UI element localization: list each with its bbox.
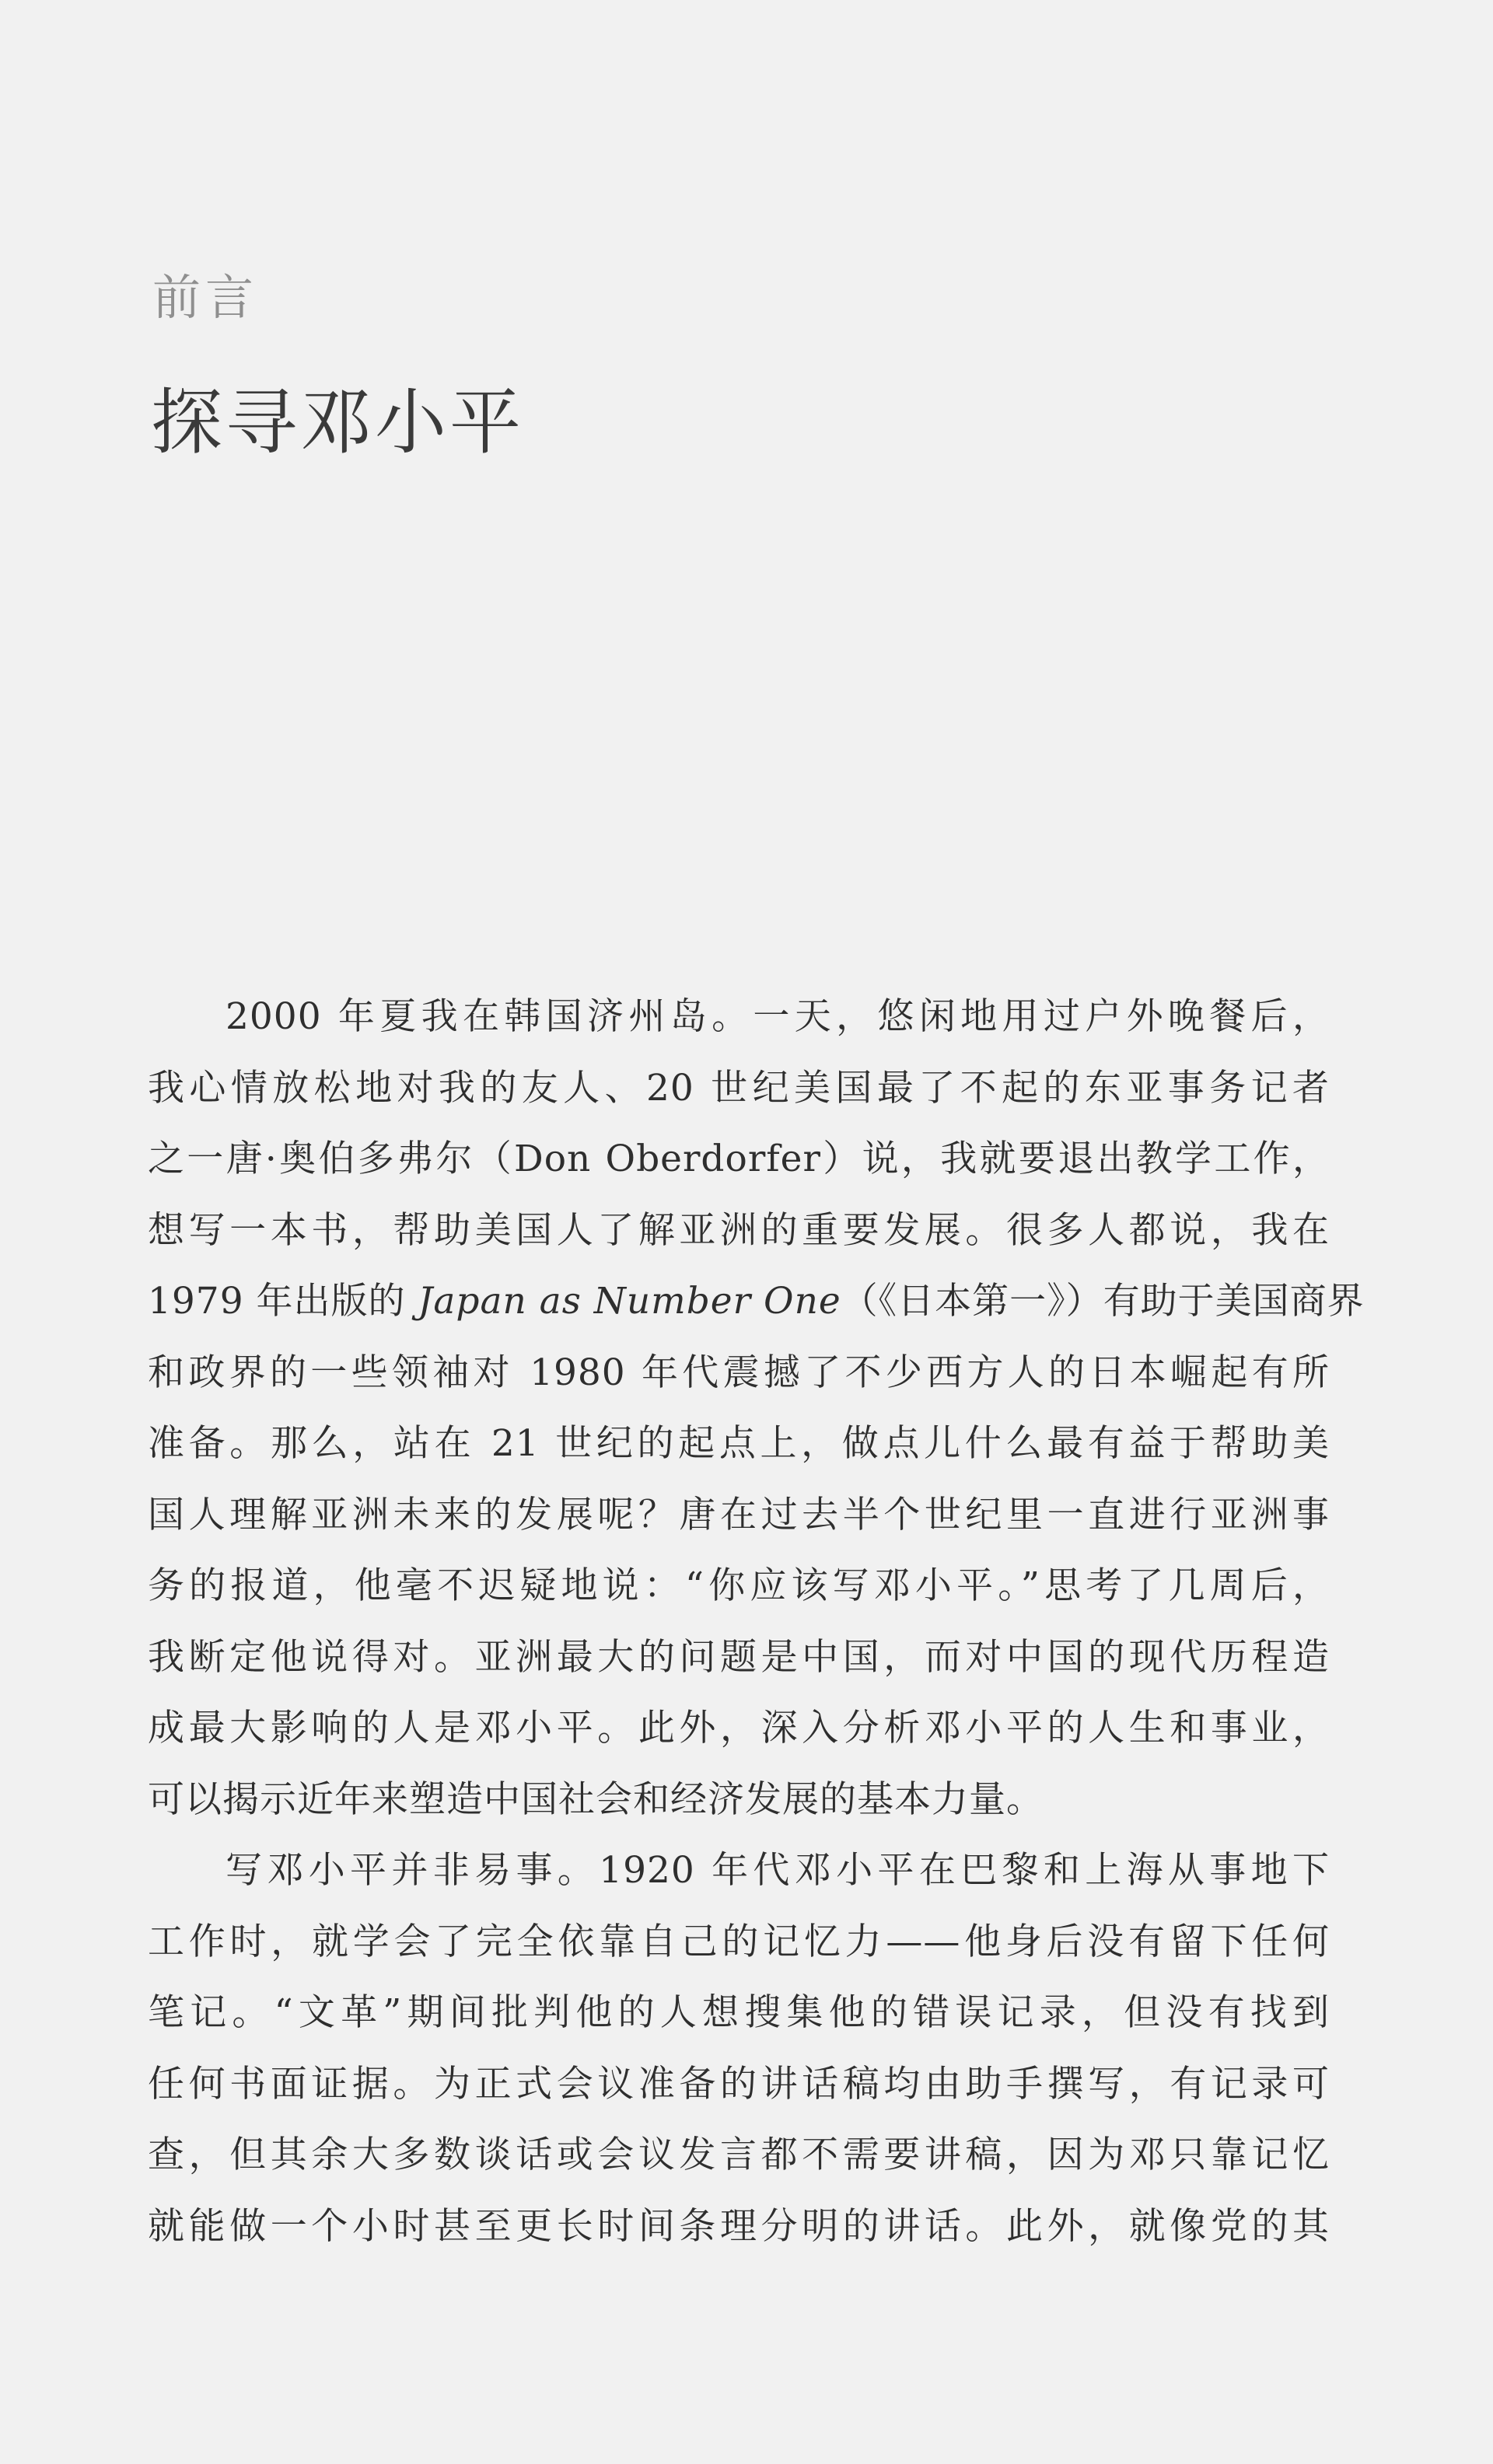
paragraph-1-line-6: 和政界的一些领袖对 1980 年代震撼了不少西方人的日本崛起有所 — [148, 1351, 1330, 1394]
paragraph-1-line-9: 务的报道，他毫不迟疑地说：“你应该写邓小平。”思考了几周后， — [148, 1564, 1330, 1607]
paragraph-1-line-1: 2000 年夏我在韩国济州岛。一天，悠闲地用过户外晚餐后， — [226, 995, 1330, 1038]
paragraph-1-line-5 — [148, 1266, 1365, 1337]
paragraph-2-line-1: 写邓小平并非易事。1920 年代邓小平在巴黎和上海从事地下 — [226, 1849, 1330, 1892]
paragraph-2-line-3: 笔记。“文革”期间批判他的人想搜集他的错误记录，但没有找到 — [148, 1991, 1330, 2034]
paragraph-1-line-12: 可以揭示近年来塑造中国社会和经济发展的基本力量。 — [148, 1777, 1044, 1821]
chapter-title: 探寻邓小平 — [151, 381, 525, 464]
section-kicker: 前言 — [152, 269, 259, 326]
paragraph-1-line-11: 成最大影响的人是邓小平。此外，深入分析邓小平的人生和事业， — [148, 1707, 1330, 1749]
paragraph-1-line-5-pre: 1979 年出版的 — [148, 1280, 418, 1323]
book-title-japan-as-number-one: Japan as Number One — [418, 1280, 841, 1323]
paragraph-2-line-4: 任何书面证据。为正式会议准备的讲话稿均由助手撰写，有记录可 — [148, 2062, 1330, 2106]
paragraph-1-line-5-post: （《日本第一》）有助于美国商界 — [841, 1280, 1365, 1323]
paragraph-1-line-10: 我断定他说得对。亚洲最大的问题是中国，而对中国的现代历程造 — [148, 1635, 1330, 1679]
paragraph-2-line-2: 工作时，就学会了完全依靠自己的记忆力——他身后没有留下任何 — [148, 1920, 1330, 1963]
paragraph-1-line-3: 之一唐·奥伯多弗尔（Don Oberdorfer）说，我就要退出教学工作， — [148, 1138, 1330, 1180]
paragraph-1-line-7: 准备。那么，站在 21 世纪的起点上，做点儿什么最有益于帮助美 — [148, 1422, 1330, 1465]
paragraph-2-line-5: 查，但其余大多数谈话或会议发言都不需要讲稿，因为邓只靠记忆 — [148, 2134, 1330, 2176]
body-text — [148, 981, 1365, 2262]
paragraph-1-line-8: 国人理解亚洲未来的发展呢？唐在过去半个世纪里一直进行亚洲事 — [148, 1493, 1330, 1536]
paragraph-1-line-2: 我心情放松地对我的友人、20 世纪美国最了不起的东亚事务记者 — [148, 1066, 1330, 1110]
paragraph-1-line-4: 想写一本书，帮助美国人了解亚洲的重要发展。很多人都说，我在 — [148, 1208, 1330, 1252]
paragraph-2-line-6: 就能做一个小时甚至更长时间条理分明的讲话。此外，就像党的其 — [148, 2204, 1330, 2248]
